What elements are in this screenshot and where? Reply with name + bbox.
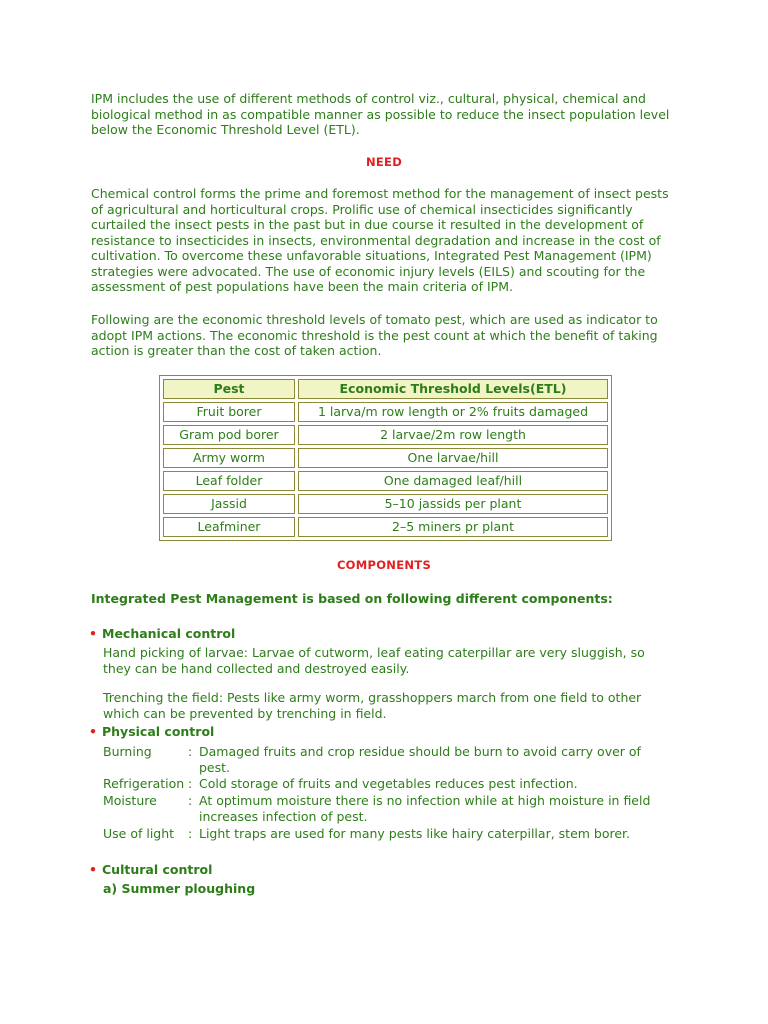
- etl-table: [159, 375, 612, 541]
- table-row: [163, 448, 608, 468]
- trenching-paragraph: Trenching the field: Pests like army worm, grasshoppers march from one field to other which can be prevented by trenching in field.: [103, 690, 642, 721]
- table-header-etl: Economic Threshold Levels(ETL): [298, 379, 608, 399]
- components-intro: Integrated Pest Management is based on following different components:: [91, 591, 613, 606]
- mechanical-control-item: [89, 626, 235, 642]
- physical-desc: Light traps are used for many pests like hairy caterpillar, stem borer.: [199, 826, 631, 841]
- table-row: [163, 425, 608, 445]
- table-cell-etl: 2–5 miners pr plant: [298, 517, 608, 537]
- physical-separator: :: [188, 826, 193, 841]
- physical-term: Moisture: [103, 793, 157, 808]
- physical-term: Refrigeration: [103, 776, 185, 791]
- table-cell-etl: 2 larvae/2m row length: [298, 425, 608, 445]
- physical-item: [103, 826, 663, 842]
- table-cell-pest: Army worm: [163, 448, 295, 468]
- components-heading: COMPONENTS: [336, 558, 432, 572]
- table-cell-etl: One damaged leaf/hill: [298, 471, 608, 491]
- bullet-icon: •: [89, 626, 97, 641]
- physical-item: [103, 793, 663, 824]
- physical-control-item: [89, 724, 214, 740]
- mechanical-control-title: Mechanical control: [102, 626, 236, 641]
- need-heading: NEED: [365, 155, 403, 169]
- physical-separator: :: [188, 793, 193, 808]
- cultural-control-item: [89, 862, 212, 878]
- physical-desc: Damaged fruits and crop residue should be burn to avoid carry over of pest.: [199, 744, 641, 775]
- table-cell-pest: Leaf folder: [163, 471, 295, 491]
- physical-item: [103, 776, 663, 792]
- hand-picking-paragraph: Hand picking of larvae: Larvae of cutworm, leaf eating caterpillar are very sluggish, so they can be hand collected and destroyed easily.: [103, 645, 645, 676]
- physical-separator: :: [188, 776, 193, 791]
- table-cell-etl: One larvae/hill: [298, 448, 608, 468]
- table-row: [163, 402, 608, 422]
- physical-term: Use of light: [103, 826, 175, 841]
- need-paragraph: Chemical control forms the prime and foremost method for the management of insect pests of agricultural and horticultural crops. Prolific use of chemical insecticides significantly curtailed the insect pests in the past but in due course it resulted in the development of resistance to insecticides in insects, environmental degradation and increase in the cost of cultivation. To overcome these unfavorable situations, Integrated Pest Management (IPM) strategies were advocated. The use of economic injury levels (EILS) and scouting for the assessment of pest populations have been the main criteria of IPM.: [91, 186, 669, 294]
- summer-ploughing-heading: a) Summer ploughing: [103, 881, 256, 896]
- table-cell-pest: Leafminer: [163, 517, 295, 537]
- physical-control-title: Physical control: [102, 724, 215, 739]
- cultural-control-title: Cultural control: [102, 862, 213, 877]
- physical-item: [103, 744, 663, 775]
- table-header-row: [163, 379, 608, 399]
- table-cell-etl: 5–10 jassids per plant: [298, 494, 608, 514]
- physical-separator: :: [188, 744, 193, 759]
- intro-paragraph: IPM includes the use of different methods of control viz., cultural, physical, chemical and biological method in as compatible manner as possible to reduce the insect population level below the Economic Threshold Level (ETL).: [91, 91, 670, 137]
- table-row: [163, 494, 608, 514]
- physical-desc: Cold storage of fruits and vegetables reduces pest infection.: [199, 776, 578, 791]
- physical-term: Burning: [103, 744, 152, 759]
- physical-desc: At optimum moisture there is no infection while at high moisture in field increases infection of pest.: [199, 793, 651, 824]
- etl-paragraph: Following are the economic threshold levels of tomato pest, which are used as indicator to adopt IPM actions. The economic threshold is the pest count at which the benefit of taking action is greater than the cost of taken action.: [91, 312, 658, 358]
- table-cell-etl: 1 larva/m row length or 2% fruits damaged: [298, 402, 608, 422]
- table-cell-pest: Gram pod borer: [163, 425, 295, 445]
- table-cell-pest: Jassid: [163, 494, 295, 514]
- table-header-pest: Pest: [163, 379, 295, 399]
- table-row: [163, 517, 608, 537]
- table-cell-pest: Fruit borer: [163, 402, 295, 422]
- table-row: [163, 471, 608, 491]
- bullet-icon: •: [89, 862, 97, 877]
- bullet-icon: •: [89, 724, 97, 739]
